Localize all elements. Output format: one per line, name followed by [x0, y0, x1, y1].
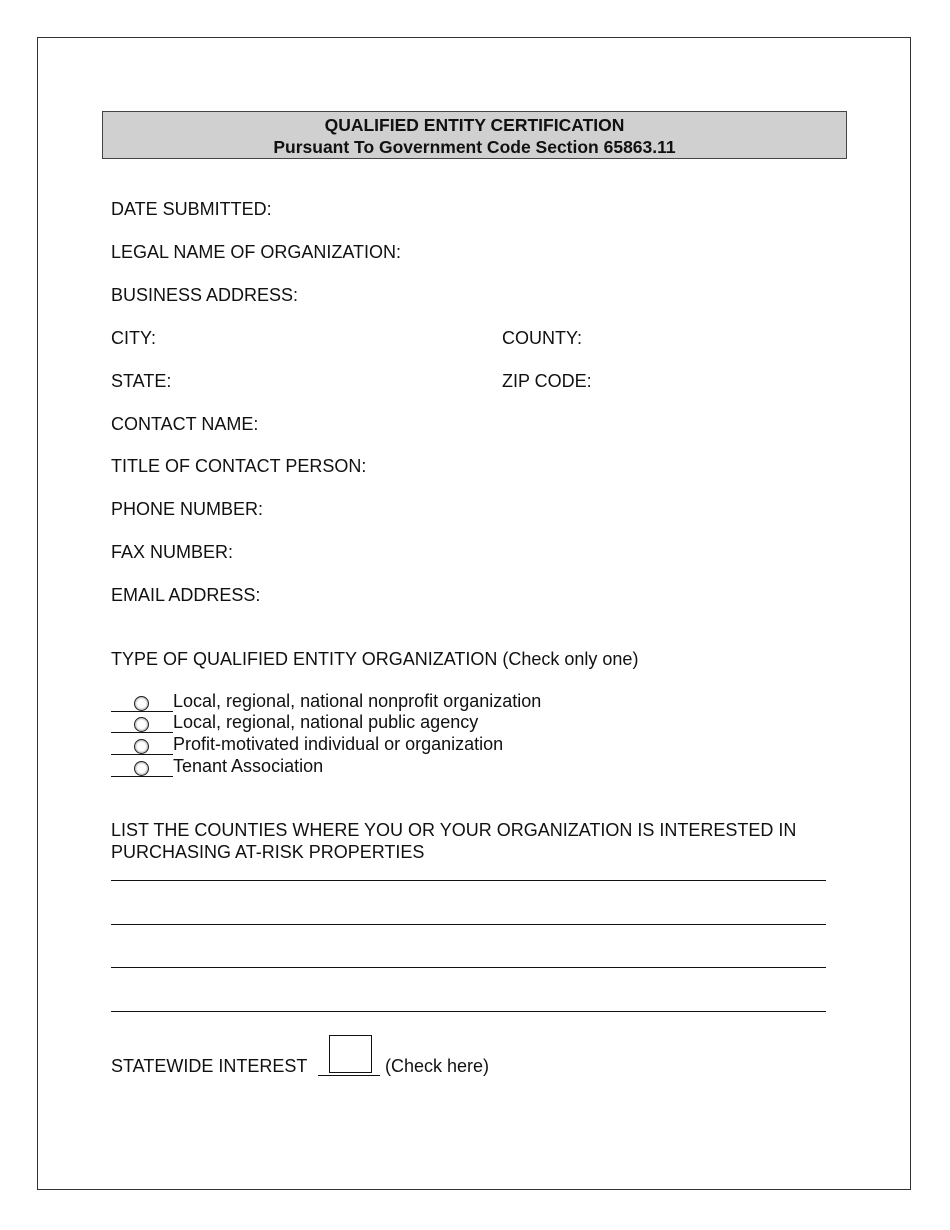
contact-name-label: CONTACT NAME:: [111, 414, 259, 434]
statewide-hint: (Check here): [385, 1056, 490, 1076]
option-blank: [111, 759, 173, 777]
county-entry-line[interactable]: [111, 924, 826, 925]
state-label: STATE:: [111, 371, 172, 391]
county-entry-line[interactable]: [111, 1011, 826, 1012]
radio-button[interactable]: [134, 696, 149, 711]
form-title: QUALIFIED ENTITY CERTIFICATION: [324, 115, 625, 135]
zip-code-label: ZIP CODE:: [502, 371, 592, 391]
statewide-checkbox[interactable]: [329, 1035, 372, 1073]
radio-button[interactable]: [134, 717, 149, 732]
counties-heading-line1: LIST THE COUNTIES WHERE YOU OR YOUR ORGANIZATION IS INTERESTED IN: [111, 820, 797, 840]
contact-title-label: TITLE OF CONTACT PERSON:: [111, 456, 367, 476]
option-blank: [111, 737, 173, 755]
county-entry-line[interactable]: [111, 880, 826, 881]
option-label: Profit-motivated individual or organization: [173, 734, 504, 754]
radio-button[interactable]: [134, 761, 149, 776]
form-header: [102, 111, 847, 159]
legal-name-label: LEGAL NAME OF ORGANIZATION:: [111, 242, 402, 262]
org-type-option[interactable]: [111, 734, 503, 755]
option-blank: [111, 715, 173, 733]
org-type-option[interactable]: [111, 691, 541, 712]
phone-number-label: PHONE NUMBER:: [111, 499, 264, 519]
county-label: COUNTY:: [502, 328, 583, 348]
org-type-option[interactable]: [111, 756, 323, 777]
county-entry-line[interactable]: [111, 967, 826, 968]
city-label: CITY:: [111, 328, 157, 348]
form-subtitle: Pursuant To Government Code Section 65863.11: [273, 137, 676, 157]
email-address-label: EMAIL ADDRESS:: [111, 585, 261, 605]
statewide-interest-label: STATEWIDE INTEREST: [111, 1056, 308, 1076]
counties-heading-line2: PURCHASING AT-RISK PROPERTIES: [111, 842, 425, 862]
date-submitted-label: DATE SUBMITTED:: [111, 199, 272, 219]
fax-number-label: FAX NUMBER:: [111, 542, 234, 562]
business-address-label: BUSINESS ADDRESS:: [111, 285, 299, 305]
org-type-heading: TYPE OF QUALIFIED ENTITY ORGANIZATION (Check only one): [111, 649, 639, 669]
option-label: Tenant Association: [173, 756, 324, 776]
radio-button[interactable]: [134, 739, 149, 754]
option-label: Local, regional, national nonprofit organization: [173, 691, 542, 711]
option-blank: [111, 694, 173, 712]
statewide-blank: [318, 1075, 380, 1076]
option-label: Local, regional, national public agency: [173, 712, 479, 732]
org-type-option[interactable]: [111, 712, 478, 733]
